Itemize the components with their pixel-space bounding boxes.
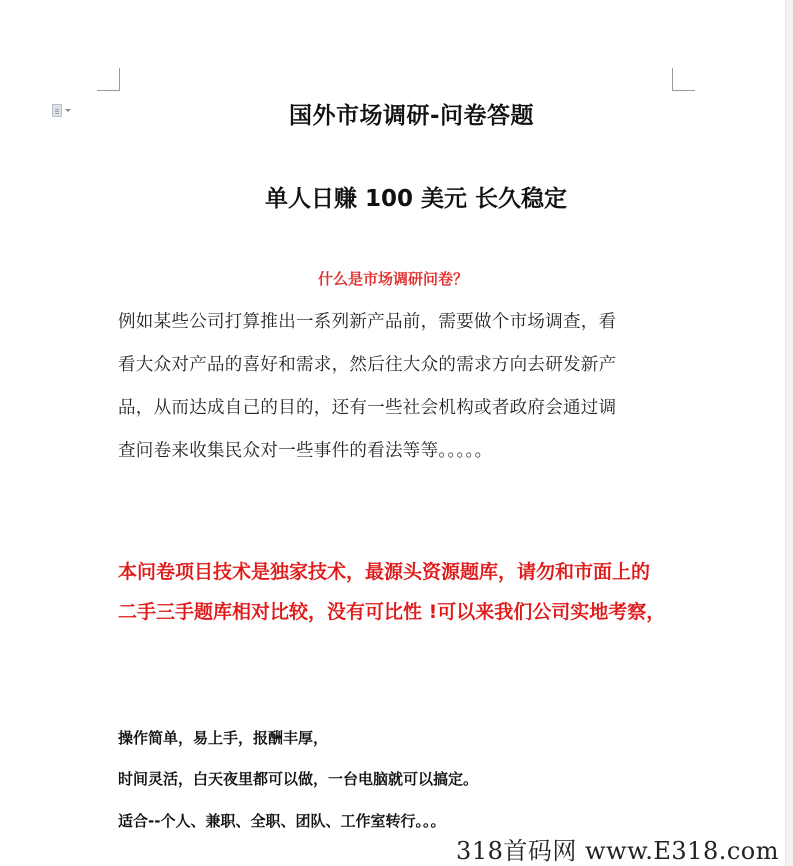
- scrollbar[interactable]: [785, 0, 793, 866]
- highlight-paragraph: [118, 552, 688, 632]
- crop-mark-top-left: [97, 68, 120, 91]
- feature-line: 时间灵活，白天夜里都可以做，一台电脑就可以搞定。: [118, 770, 479, 788]
- paragraph-line: 品，从而达成自己的目的，还有一些社会机构或者政府会通过调: [118, 398, 617, 418]
- highlight-line: 二手三手题库相对比较，没有可比性 !可以来我们公司实地考察，: [118, 601, 666, 623]
- feature-line: 适合--个人、兼职、全职、团队、工作室转行。。。: [118, 812, 446, 830]
- paragraph-line: 例如某些公司打算推出一系列新产品前，需要做个市场调查，看: [118, 312, 617, 332]
- highlight-line: 本问卷项目技术是独家技术，最源头资源题库，请勿和市面上的: [118, 561, 651, 583]
- document-subtitle: 单人日赚 100 美元 长久稳定: [264, 186, 568, 212]
- document-title: 国外市场调研-问卷答题: [288, 103, 535, 129]
- question-heading: 什么是市场调研问卷？: [317, 270, 468, 288]
- paragraph-line: 查问卷来收集民众对一些事件的看法等等。。。。。: [118, 441, 493, 461]
- body-paragraph: [118, 301, 678, 473]
- crop-mark-top-right: [672, 68, 695, 91]
- watermark-text: 318首码网 www.E318.com: [450, 831, 785, 866]
- feature-line: 操作简单，易上手，报酬丰厚，: [118, 729, 329, 747]
- paragraph-line: 看大众对产品的喜好和需求，然后往大众的需求方向去研发新产: [118, 355, 617, 375]
